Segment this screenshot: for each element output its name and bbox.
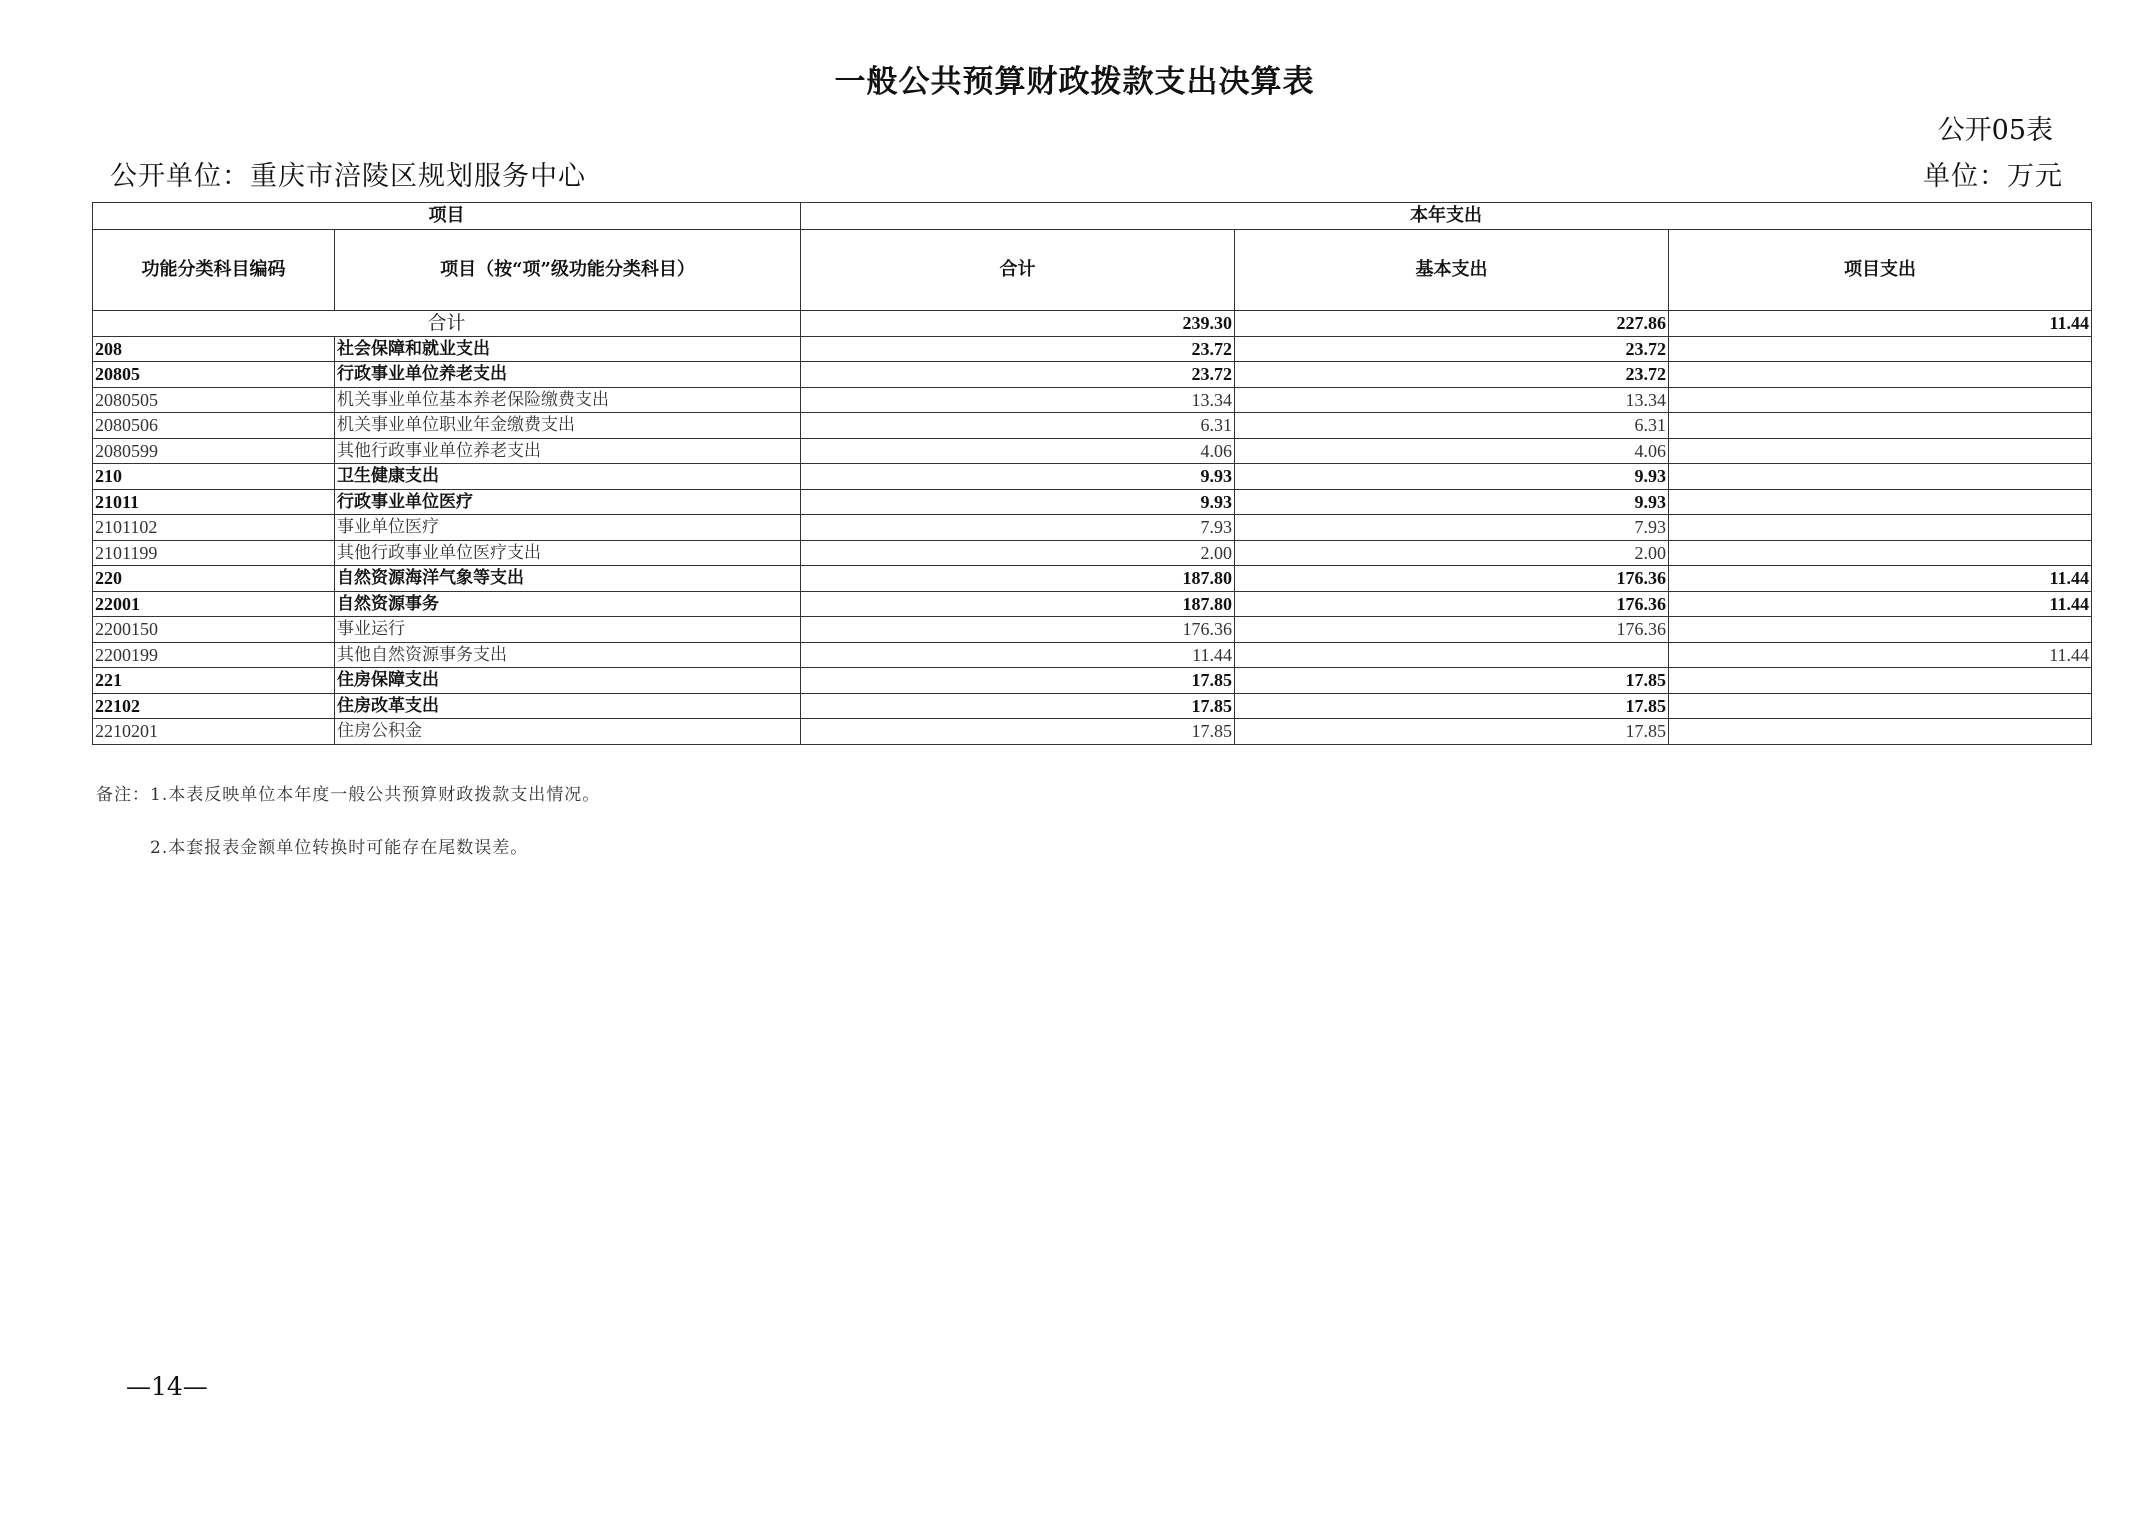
row-project (1669, 540, 2092, 566)
row-code: 2101102 (93, 515, 335, 541)
table-row (93, 464, 2092, 490)
row-basic: 9.93 (1235, 464, 1669, 490)
reporting-unit: 公开单位：重庆市涪陵区规划服务中心 (110, 161, 586, 192)
row-project: 11.44 (1669, 642, 2092, 668)
row-basic: 7.93 (1235, 515, 1669, 541)
total-basic: 227.86 (1235, 311, 1669, 337)
row-project (1669, 515, 2092, 541)
table-row (93, 438, 2092, 464)
row-total: 7.93 (801, 515, 1235, 541)
row-code: 21011 (93, 489, 335, 515)
row-total: 9.93 (801, 464, 1235, 490)
row-code: 208 (93, 336, 335, 362)
table-row (93, 617, 2092, 643)
header-project-expense: 项目支出 (1669, 230, 2092, 311)
row-name: 事业运行 (335, 617, 801, 643)
row-project (1669, 719, 2092, 745)
header-row-1 (93, 203, 2092, 230)
table-row (93, 566, 2092, 592)
row-basic: 176.36 (1235, 566, 1669, 592)
row-code: 2080506 (93, 413, 335, 439)
row-total: 187.80 (801, 566, 1235, 592)
table-row (93, 387, 2092, 413)
currency-unit: 单位：万元 (1923, 161, 2063, 192)
document-title: 一般公共预算财政拨款支出决算表 (834, 64, 1315, 100)
row-basic: 176.36 (1235, 591, 1669, 617)
table-row (93, 591, 2092, 617)
row-name: 机关事业单位基本养老保险缴费支出 (335, 387, 801, 413)
total-row (93, 311, 2092, 337)
row-project (1669, 413, 2092, 439)
table-row (93, 515, 2092, 541)
row-total: 4.06 (801, 438, 1235, 464)
row-project (1669, 464, 2092, 490)
row-name: 卫生健康支出 (335, 464, 801, 490)
row-total: 13.34 (801, 387, 1235, 413)
total-label: 合计 (93, 311, 801, 337)
row-total: 11.44 (801, 642, 1235, 668)
row-basic: 17.85 (1235, 693, 1669, 719)
row-name: 机关事业单位职业年金缴费支出 (335, 413, 801, 439)
table-row (93, 540, 2092, 566)
row-code: 20805 (93, 362, 335, 388)
row-total: 176.36 (801, 617, 1235, 643)
header-year-expense: 本年支出 (801, 203, 2092, 230)
row-total: 17.85 (801, 693, 1235, 719)
table-row (93, 668, 2092, 694)
row-basic: 13.34 (1235, 387, 1669, 413)
row-total: 187.80 (801, 591, 1235, 617)
row-code: 2080505 (93, 387, 335, 413)
header-project: 项目 (93, 203, 801, 230)
header-total: 合计 (801, 230, 1235, 311)
row-name: 事业单位医疗 (335, 515, 801, 541)
row-basic: 4.06 (1235, 438, 1669, 464)
row-total: 23.72 (801, 362, 1235, 388)
row-basic: 23.72 (1235, 362, 1669, 388)
table-row (93, 413, 2092, 439)
form-number: 公开05表 (1937, 115, 2053, 146)
row-project (1669, 336, 2092, 362)
row-project: 11.44 (1669, 591, 2092, 617)
row-name: 自然资源海洋气象等支出 (335, 566, 801, 592)
page-number: —14— (126, 1372, 208, 1401)
row-project (1669, 387, 2092, 413)
row-basic: 6.31 (1235, 413, 1669, 439)
table-row (93, 719, 2092, 745)
row-project (1669, 693, 2092, 719)
note-2: 2.本套报表金额单位转换时可能存在尾数误差。 (150, 838, 529, 858)
row-basic: 2.00 (1235, 540, 1669, 566)
total-total: 239.30 (801, 311, 1235, 337)
row-name: 行政事业单位医疗 (335, 489, 801, 515)
row-code: 2210201 (93, 719, 335, 745)
row-total: 2.00 (801, 540, 1235, 566)
row-code: 2200199 (93, 642, 335, 668)
note-1: 备注：1.本表反映单位本年度一般公共预算财政拨款支出情况。 (96, 785, 601, 805)
row-basic: 23.72 (1235, 336, 1669, 362)
row-name: 其他自然资源事务支出 (335, 642, 801, 668)
row-project (1669, 489, 2092, 515)
header-code: 功能分类科目编码 (93, 230, 335, 311)
table-row (93, 336, 2092, 362)
row-project (1669, 438, 2092, 464)
row-name: 住房改革支出 (335, 693, 801, 719)
row-name: 行政事业单位养老支出 (335, 362, 801, 388)
row-project: 11.44 (1669, 566, 2092, 592)
row-total: 6.31 (801, 413, 1235, 439)
row-code: 22102 (93, 693, 335, 719)
row-project (1669, 362, 2092, 388)
table-row (93, 362, 2092, 388)
total-project: 11.44 (1669, 311, 2092, 337)
row-name: 自然资源事务 (335, 591, 801, 617)
row-basic: 9.93 (1235, 489, 1669, 515)
row-basic: 17.85 (1235, 668, 1669, 694)
row-code: 22001 (93, 591, 335, 617)
row-total: 23.72 (801, 336, 1235, 362)
row-code: 2101199 (93, 540, 335, 566)
row-code: 221 (93, 668, 335, 694)
header-basic: 基本支出 (1235, 230, 1669, 311)
row-code: 220 (93, 566, 335, 592)
row-code: 2080599 (93, 438, 335, 464)
row-name: 其他行政事业单位养老支出 (335, 438, 801, 464)
row-project (1669, 668, 2092, 694)
table-row (93, 489, 2092, 515)
header-item: 项目（按“项”级功能分类科目） (335, 230, 801, 311)
row-name: 其他行政事业单位医疗支出 (335, 540, 801, 566)
row-name: 社会保障和就业支出 (335, 336, 801, 362)
row-name: 住房保障支出 (335, 668, 801, 694)
row-code: 210 (93, 464, 335, 490)
row-basic: 17.85 (1235, 719, 1669, 745)
row-basic: 176.36 (1235, 617, 1669, 643)
table-row (93, 642, 2092, 668)
header-row-2 (93, 230, 2092, 311)
row-total: 17.85 (801, 668, 1235, 694)
row-code: 2200150 (93, 617, 335, 643)
row-project (1669, 617, 2092, 643)
expense-table (92, 202, 2092, 745)
row-name: 住房公积金 (335, 719, 801, 745)
row-total: 17.85 (801, 719, 1235, 745)
row-basic (1235, 642, 1669, 668)
table-row (93, 693, 2092, 719)
row-total: 9.93 (801, 489, 1235, 515)
